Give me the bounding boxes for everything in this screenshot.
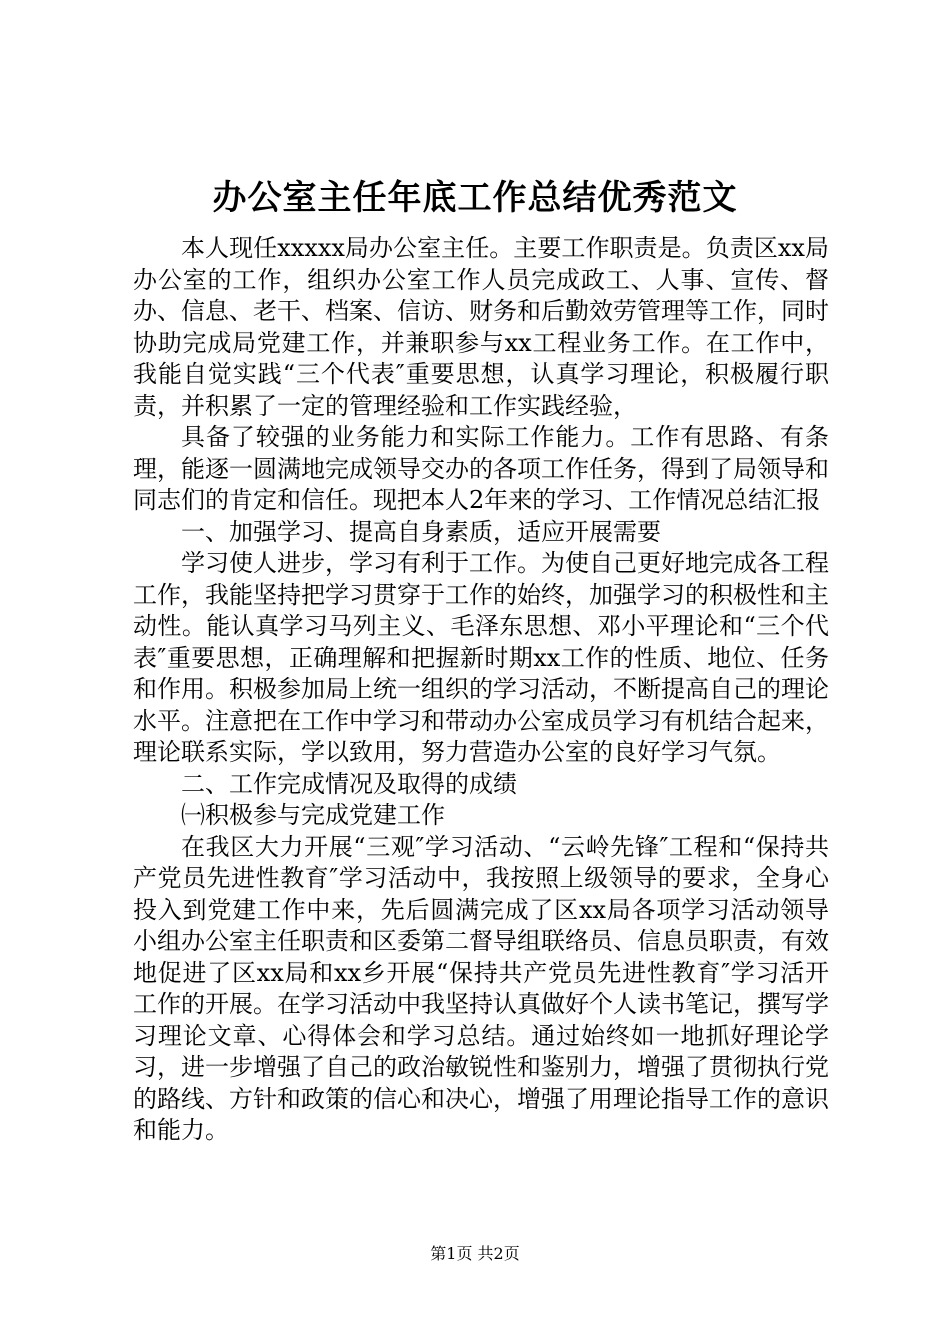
document-body xyxy=(133,233,829,1147)
section-heading-1: 一、加强学习、提高自身素质，适应开展需要 xyxy=(181,517,661,546)
section-heading-2: 二、工作完成情况及取得的成绩 xyxy=(181,769,517,798)
paragraph-intro: 本人现任xxxxx局办公室主任。主要工作职责是。负责区xx局办公室的工作，组织办公室工作人员完成政工、人事、宣传、督办、信息、老干、档案、信访、财务和后勤效劳管理等工作，同时协助完成局党建工作，并兼职参与xx工程业务工作。在工作中，我能自觉实践“三个代表″重要思想，认真学习理论，积极履行职责，并积累了一定的管理经验和工作实践经验， xyxy=(133,234,829,420)
subsection-heading-1: ㈠积极参与完成党建工作 xyxy=(181,801,445,829)
document-title: 办公室主任年底工作总结优秀范文 xyxy=(212,178,738,218)
paragraph-party-building: 在我区大力开展“三观″学习活动、“云岭先锋″工程和“保持共产党员先进性教育″学习活动中，我按照上级领导的要求，全身心投入到党建工作中来，先后圆满完成了区xx局各项学习活动领导小组办公室主任职责和区委第二督导组联络员、信息员职责，有效地促进了区xx局和xx乡开展“保持共产党员先进性教育″学习活开工作的开展。在学习活动中我坚持认真做好个人读书笔记，撰写学习理论文章、心得体会和学习总结。通过始终如一地抓好理论学习，进一步增强了自己的政治敏锐性和鉴别力，增强了贯彻执行党的路线、方针和政策的信心和决心，增强了用理论指导工作的意识和能力。 xyxy=(133,832,829,1144)
paragraph-abilities: 具备了较强的业务能力和实际工作能力。工作有思路、有条理，能逐一圆满地完成领导交办的各项工作任务，得到了局领导和同志们的肯定和信任。现把本人2年来的学习、工作情况总结汇报 xyxy=(133,423,829,514)
paragraph-study: 学习使人进步，学习有利于工作。为使自己更好地完成各工程工作，我能坚持把学习贯穿于工作的始终，加强学习的积极性和主动性。能认真学习马列主义、毛泽东思想、邓小平理论和“三个代表″重要思想，正确理解和把握新时期xx工作的性质、地位、任务和作用。积极参加局上统一组织的学习活动，不断提高自己的理论水平。注意把在工作中学习和带动办公室成员学习有机结合起来，理论联系实际，学以致用，努力营造办公室的良好学习气氛。 xyxy=(133,549,829,766)
page-footer: 第1页 共2页 xyxy=(430,1244,520,1263)
